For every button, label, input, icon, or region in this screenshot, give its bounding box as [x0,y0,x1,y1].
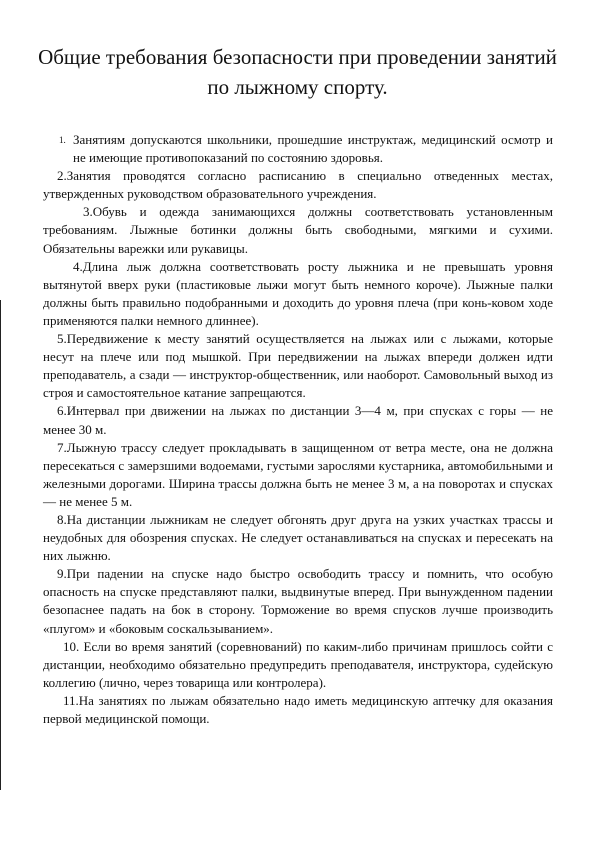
rule-item-3: 3.Обувь и одежда занимающихся должны соответствовать установленным требованиям. Лыжные ботинки должны быть свободными, мягкими и сухими. Обязательны варежки или рукавицы. [43,204,553,256]
rule-item-6: 6.Интервал при движении на лыжах по дистанции 3—4 м, при спусках с горы — не менее 30 м. [43,403,553,437]
rule-item-2: 2.Занятия проводятся согласно расписанию в специально отведенных местах, утвержденных руководством образовательного учреждения. [43,168,553,202]
left-margin-rule [0,300,1,790]
rule-item-1 [43,131,553,167]
document-body [43,131,553,728]
rule-item-5: 5.Передвижение к месту занятий осуществляется на лыжах или с лыжами, которые несут на плече или под мышкой. При передвижении на лыжах впереди должен идти преподаватель, а сзади — инструктор-общественник, или наоборот. Самовольный выход из строя и самостоятельное катание запрещаются. [43,331,553,401]
rule-item-10: 10. Если во время занятий (соревнований) по каким-либо причинам пришлось сойти с дистанции, необходимо обязательно предупредить преподавателя, инструктора, судейскую коллегию (лично, через товарища или контролера). [43,638,553,690]
rule-item-7: 7.Лыжную трассу следует прокладывать в защищенном от ветра месте, она не должна пересекаться с замерзшими водоемами, густыми зарослями кустарника, автомобильными и железными дорогами. Ширина трассы должна быть не менее 3 м, а на поворотах и спусках — не менее 5 м. [43,439,553,509]
rule-item-8: 8.На дистанции лыжникам не следует обгонять друг друга на узких участках трассы и неудобных для обозрения спусках. Не следует останавливаться на спусках и пересекать на них лыжню. [43,511,553,564]
rule-item-9: 9.При падении на спуске надо быстро освободить трассу и помнить, что особую опасность на спуске представляют палки, выдвинутые вперед. При вынужденном падении безопаснее падать на бок в сторону. Торможение во время спусков лучше производить «плугом» и «боковым соскальзыванием». [43,566,553,636]
document-title: Общие требования безопасности при проведении занятий по лыжному спорту. [38,45,557,99]
rule-item-1-number: 1. [59,135,66,145]
rule-item-1-text: Занятиям допускаются школьники, прошедшие инструктаж, медицинский осмотр и не имеющие противопоказаний по состоянию здоровья. [73,132,553,166]
rule-item-4: 4.Длина лыж должна соответствовать росту лыжника и не превышать уровня вытянутой вверх руки (пластиковые лыжи могут быть немного короче). Лыжные палки должны быть правильно подобранными и доходить до уровня плеча (при конь-ковом ходе применяются палки немного длиннее). [43,258,553,328]
rule-item-11: 11.На занятиях по лыжам обязательно надо иметь медицинскую аптечку для оказания первой медицинской помощи. [43,692,553,726]
